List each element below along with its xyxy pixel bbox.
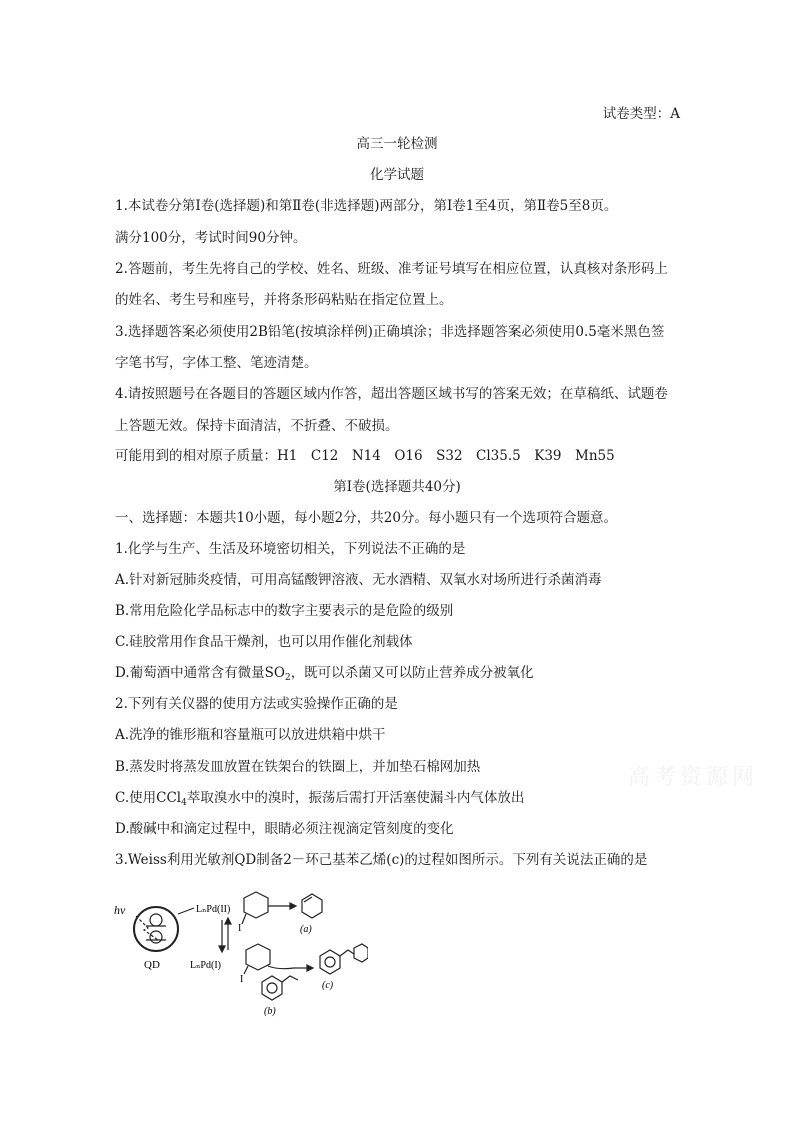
instruction-line-2: 满分100分，考试时间90分钟。 (115, 230, 307, 246)
section-instruction: 一、选择题：本题共10小题，每小题2分，共20分。每小题只有一个选项符合题意。 (115, 510, 617, 526)
subject-title: 化学试题 (370, 167, 424, 183)
question-2-option-b: B.蒸发时将蒸发皿放置在铁架台的铁圈上，并加垫石棉网加热 (115, 759, 481, 775)
instruction-line-5: 3.选择题答案必须使用2B铅笔(按填涂样例)正确填涂；非选择题答案必须使用0.5毫米黑色签 (115, 324, 665, 340)
section-title: 第Ⅰ卷(选择题共40分) (333, 479, 461, 495)
iodine-label-1: I (238, 923, 242, 934)
question-2-option-a: A.洗净的锥形瓶和容量瓶可以放进烘箱中烘干 (115, 727, 386, 743)
pd2-label: LₙPd(II) (196, 904, 231, 915)
instruction-line-4: 的姓名、考生号和座号，并将条形码粘贴在指定位置上。 (115, 292, 453, 308)
iodine-label-2: I (240, 974, 244, 985)
label-a: (a) (300, 924, 312, 935)
question-2-option-d: D.酸碱中和滴定过程中，眼睛必须注视滴定管刻度的变化 (115, 821, 454, 837)
instruction-line-3: 2.答题前，考生先将自己的学校、姓名、班级、准考证号填写在相应位置，认真核对条形码上 (115, 261, 668, 277)
atomic-masses: 可能用到的相对原子质量：H1 C12 N14 O16 S32 Cl35.5 K39 Mn55 (115, 448, 615, 464)
exam-title: 高三一轮检测 (356, 136, 438, 152)
cyclohexane-ring-1 (244, 892, 268, 918)
question-3-stem: 3.Weiss利用光敏剂QD制备2－环己基苯乙烯(c)的过程如图所示。下列有关说法正确的是 (115, 852, 648, 868)
benzene-ring-c (320, 950, 340, 974)
question-1-option-b: B.常用危险化学品标志中的数字主要表示的是危险的级别 (115, 603, 454, 619)
pd1-label: LₙPd(I) (190, 960, 221, 971)
question-2-stem: 2.下列有关仪器的使用方法或实验操作正确的是 (115, 696, 398, 712)
instruction-line-1: 1.本试卷分第Ⅰ卷(选择题)和第Ⅱ卷(非选择题)两部分，第Ⅰ卷1至4页，第Ⅱ卷5至8页。 (115, 198, 618, 214)
instruction-line-7: 4.请按照题号在各题目的答题区域内作答，超出答题区域书写的答案无效；在草稿纸、试题卷 (115, 386, 668, 402)
benzene-ring-b (262, 976, 282, 1000)
cyclohexane-ring-2 (246, 944, 270, 970)
hv-label: hv (114, 903, 126, 917)
cyclohexane-ring-c (354, 944, 368, 962)
label-c: (c) (322, 980, 334, 991)
paper-type: 试卷类型：A (602, 106, 680, 122)
reaction-diagram (108, 884, 368, 1019)
question-1-option-d: D.葡萄酒中通常含有微量$SO_2$，既可以杀菌又可以防止营养成分被氧化 (115, 665, 534, 683)
question-1-option-c: C.硅胶常用作食品干燥剂，也可以用作催化剂载体 (115, 634, 413, 650)
question-1-stem: 1.化学与生产、生活及环境密切相关，下列说法不正确的是 (115, 541, 466, 557)
watermark: 高考资源网 (628, 765, 759, 790)
instruction-line-8: 上答题无效。保持卡面清洁，不折叠、不破损。 (115, 418, 399, 434)
question-2-option-c: C.使用CCl$_4$萃取溴水中的溴时，振荡后需打开活塞使漏斗内气体放出 (115, 790, 525, 808)
label-b: (b) (264, 1006, 276, 1017)
qd-label: QD (144, 959, 160, 971)
question-1-option-a: A.针对新冠肺炎疫情，可用高锰酸钾溶液、无水酒精、双氧水对场所进行杀菌消毒 (115, 572, 602, 588)
instruction-line-6: 字笔书写，字体工整、笔迹清楚。 (115, 355, 318, 371)
